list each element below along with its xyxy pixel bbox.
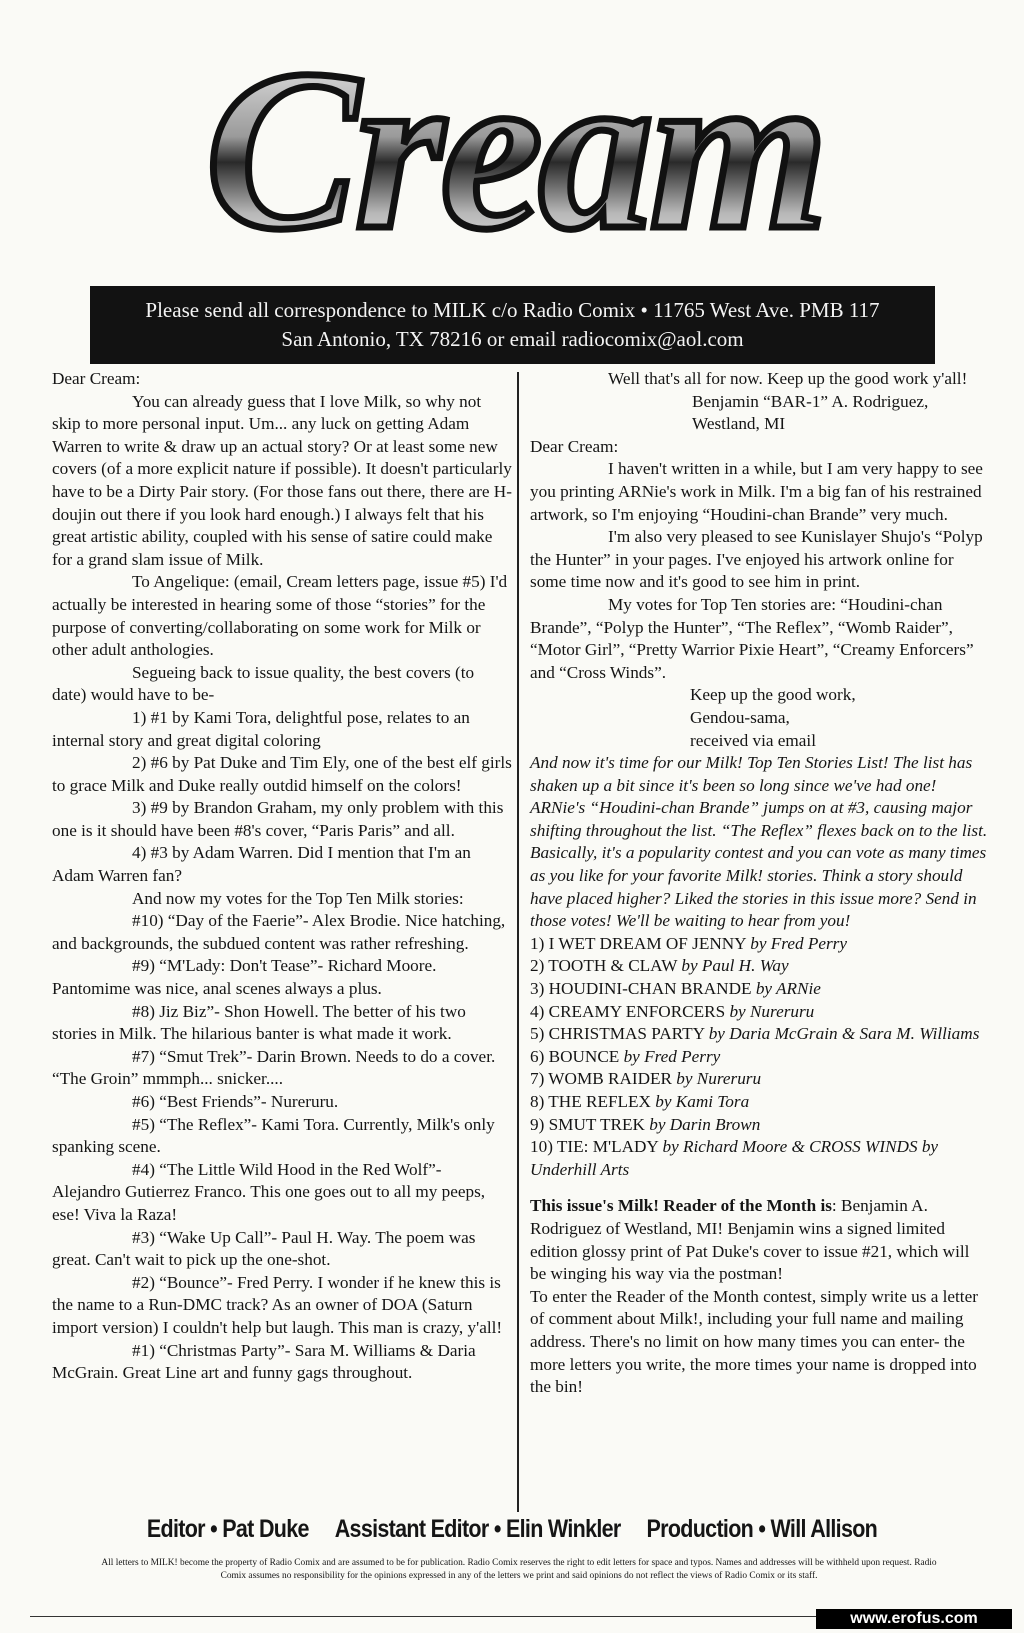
letter-paragraph: 1) #1 by Kami Tora, delightful pose, relates to an internal story and great digital coloring bbox=[52, 707, 470, 750]
letter2-sign: Gendou-sama, bbox=[690, 707, 790, 727]
assistant-editor-credit: Assistant Editor • Elin Winkler bbox=[334, 1515, 621, 1543]
top-ten-title: 5) CHRISTMAS PARTY bbox=[530, 1024, 705, 1044]
top-ten-author: by Darin Brown bbox=[649, 1114, 761, 1134]
letter-paragraph: #2) “Bounce”- Fred Perry. I wonder if he knew this is the name to a Run-DMC track? As an owner of DOA (Saturn import version) I couldn't help but laugh. This man is crazy, y'all! bbox=[52, 1272, 503, 1337]
cream-logo bbox=[130, 22, 900, 272]
site-watermark: www.erofus.com bbox=[816, 1609, 1012, 1629]
letter2-paragraph: I'm also very pleased to see Kunislayer Shujo's “Polyp the Hunter” in your pages. I've enjoyed his artwork online for some time now and it's good to see him in print. bbox=[530, 527, 983, 592]
top-ten-item bbox=[530, 1001, 988, 1024]
editor-credit: Editor • Pat Duke bbox=[146, 1515, 309, 1543]
top-ten-author: by ARNie bbox=[755, 979, 821, 999]
top-ten-title: 8) THE REFLEX bbox=[530, 1092, 651, 1111]
logo-text: Cream bbox=[205, 22, 825, 272]
letter2-paragraph: I haven't written in a while, but I am very happy to see you printing ARNie's work in Milk. I'm a big fan of his restrained artwork, so I'm enjoying “Houdini-chan Brande” very much. bbox=[530, 459, 983, 524]
letter-paragraph: #1) “Christmas Party”- Sara M. Williams & Daria McGrain. Great Line art and funny gags throughout. bbox=[52, 1340, 476, 1383]
top-ten-item bbox=[530, 1068, 988, 1091]
top-ten-list bbox=[530, 933, 988, 1182]
letter-paragraph: 3) #9 by Brandon Graham, my only problem with this one is it should have been #8's cover, “Paris Paris” and all. bbox=[52, 798, 504, 840]
reader-text: : Benjamin A. Rodriguez of Westland, MI! Benjamin wins a signed limited edition glossy print of Pat Duke's cover to issue #21, which will be winging his way via the postman! bbox=[530, 1196, 970, 1284]
letter1-sign-place: Westland, MI bbox=[692, 414, 786, 434]
top-ten-item bbox=[530, 1023, 988, 1046]
top-ten-author: by Paul H. Way bbox=[681, 956, 789, 976]
production-credit: Production • Will Allison bbox=[646, 1515, 878, 1543]
letter2-sign: Keep up the good work, bbox=[690, 685, 856, 705]
top-ten-item bbox=[530, 1091, 988, 1114]
top-ten-title: 10) TIE: M'LADY bbox=[530, 1137, 659, 1157]
letter2-paragraph: My votes for Top Ten stories are: “Houdini-chan Brande”, “Polyp the Hunter”, “The Reflex”, “Womb Raider”, “Motor Girl”, “Pretty Warrior Pixie Heart”, “Creamy Enforcers” and “Cross Winds”. bbox=[530, 594, 974, 682]
top-ten-author: by Kami Tora bbox=[655, 1092, 750, 1111]
top-ten-title: 6) BOUNCE bbox=[530, 1046, 620, 1066]
letter2-sign: received via email bbox=[690, 730, 816, 750]
correspondence-banner bbox=[90, 286, 935, 364]
column-divider bbox=[517, 372, 519, 1512]
letter1-sign-name: Benjamin “BAR-1” A. Rodriguez, bbox=[692, 391, 929, 411]
right-column bbox=[530, 368, 988, 1399]
top-ten-intro: And now it's time for our Milk! Top Ten Stories List! The list has shaken up a bit since it's been so long since we've had one! ARNie's “Houdini-chan Brande” jumps on at #3, causing major shifting throughout the list. “The Reflex” flexes back on to the list. Basically, it's a popularity contest and you can vote as many times as you like for your favorite Milk! stories. Think a story should have placed higher? Liked the stories in this issue more? Send in those votes! We'll be waiting to hear from you! bbox=[530, 753, 988, 931]
letter-paragraph: #9) “M'Lady: Don't Tease”- Richard Moore. Pantomime was nice, anal scenes always a plus. bbox=[52, 956, 437, 999]
letter-paragraph: Segueing back to issue quality, the best covers (to date) would have to be- bbox=[52, 662, 475, 705]
top-ten-author: by Nureruru bbox=[729, 1001, 815, 1021]
letter-paragraph: #7) “Smut Trek”- Darin Brown. Needs to do a cover. “The Groin” mmmph... snicker.... bbox=[52, 1046, 496, 1089]
letter-paragraph: #8) Jiz Biz”- Shon Howell. The better of his two stories in Milk. The hilarious banter is what made it work. bbox=[52, 1001, 466, 1044]
letter-paragraph: #5) “The Reflex”- Kami Tora. Currently, Milk's only spanking scene. bbox=[52, 1114, 495, 1157]
letter-paragraph: To Angelique: (email, Cream letters page, issue #5) I'd actually be interested in hearing some of those “stories” for the purpose of converting/collaborating on some work for Milk or other adult anthologies. bbox=[52, 572, 508, 660]
top-ten-item bbox=[530, 1114, 988, 1137]
top-ten-title: 3) HOUDINI-CHAN BRANDE bbox=[530, 979, 752, 999]
reader-of-month bbox=[530, 1195, 988, 1285]
top-ten-author: by Fred Perry bbox=[750, 933, 847, 953]
top-ten-author: by Richard Moore & CROSS WINDS by Underhill Arts bbox=[530, 1137, 939, 1179]
top-ten-title: 9) SMUT TREK bbox=[530, 1114, 645, 1134]
left-column-letter bbox=[52, 368, 512, 1385]
top-ten-item bbox=[530, 978, 988, 1001]
letter-paragraph: And now my votes for the Top Ten Milk stories: bbox=[132, 888, 464, 908]
top-ten-author: by Nureruru bbox=[676, 1069, 762, 1089]
top-ten-item bbox=[530, 955, 988, 978]
banner-line-1: Please send all correspondence to MILK c/o Radio Comix • 11765 West Ave. PMB 117 bbox=[145, 298, 880, 322]
letter-paragraph: #6) “Best Friends”- Nureruru. bbox=[132, 1092, 339, 1111]
top-ten-title: 7) WOMB RAIDER bbox=[530, 1069, 672, 1089]
top-ten-item bbox=[530, 933, 988, 956]
top-ten-author: by Daria McGrain & Sara M. Williams bbox=[708, 1024, 980, 1044]
staff-credits bbox=[72, 1515, 953, 1544]
letter-paragraph: 4) #3 by Adam Warren. Did I mention that I'm an Adam Warren fan? bbox=[52, 843, 471, 886]
letter-paragraph: #4) “The Little Wild Hood in the Red Wolf”- Alejandro Gutierrez Franco. This one goes out to all my peeps, ese! Viva la Raza! bbox=[52, 1159, 486, 1224]
top-ten-item bbox=[530, 1046, 988, 1069]
letter1-close: Well that's all for now. Keep up the good work y'all! bbox=[608, 369, 968, 388]
legal-disclaimer: All letters to MILK! become the property of Radio Comix and are assumed to be for publication. Radio Comix reserves the right to edit letters for space and typos. Names and addresses will be withheld upon request. Radio Comix assumes no responsibility for the opinions expressed in any of the letters we print and said opinions do not reflect the views of Radio Comix or its staff. bbox=[101, 1558, 937, 1581]
letter-paragraph: #10) “Day of the Faerie”- Alex Brodie. Nice hatching, and backgrounds, the subdued content was rather refreshing. bbox=[52, 911, 506, 953]
top-ten-author: by Fred Perry bbox=[623, 1046, 721, 1066]
top-ten-item bbox=[530, 1136, 988, 1181]
top-ten-title: 2) TOOTH & CLAW bbox=[530, 956, 678, 976]
letter-paragraph: 2) #6 by Pat Duke and Tim Ely, one of the best elf girls to grace Milk and Duke really outdid himself on the colors! bbox=[52, 753, 512, 795]
top-ten-title: 4) CREAMY ENFORCERS bbox=[530, 1001, 726, 1021]
reader-heading: This issue's Milk! Reader of the Month is bbox=[530, 1196, 832, 1216]
letter-greeting: Dear Cream: bbox=[52, 369, 141, 388]
top-ten-title: 1) I WET DREAM OF JENNY bbox=[530, 933, 746, 953]
letter-paragraph: You can already guess that I love Milk, so why not skip to more personal input. Um... any luck on getting Adam Warren to write & draw up an actual story? Or at least some new covers (of a more explicit nature if possible). It doesn't particularly have to be a Dirty Pair story. (For those fans out there, there are H-doujin out there if you look hard enough.) I always felt that his great artistic ability, coupled with his sense of satire could make for a grand slam issue of Milk. bbox=[52, 391, 512, 569]
letter-paragraph: #3) “Wake Up Call”- Paul H. Way. The poem was great. Can't wait to pick up the one-shot. bbox=[52, 1227, 476, 1270]
letter2-greeting: Dear Cream: bbox=[530, 436, 619, 456]
contest-text: To enter the Reader of the Month contest, simply write us a letter of comment about Milk!, including your full name and mailing address. There's no limit on how many times you can enter- the more letters you write, the more times your name is dropped into the bin! bbox=[530, 1286, 978, 1397]
banner-line-2: San Antonio, TX 78216 or email radiocomix@aol.com bbox=[281, 327, 744, 351]
